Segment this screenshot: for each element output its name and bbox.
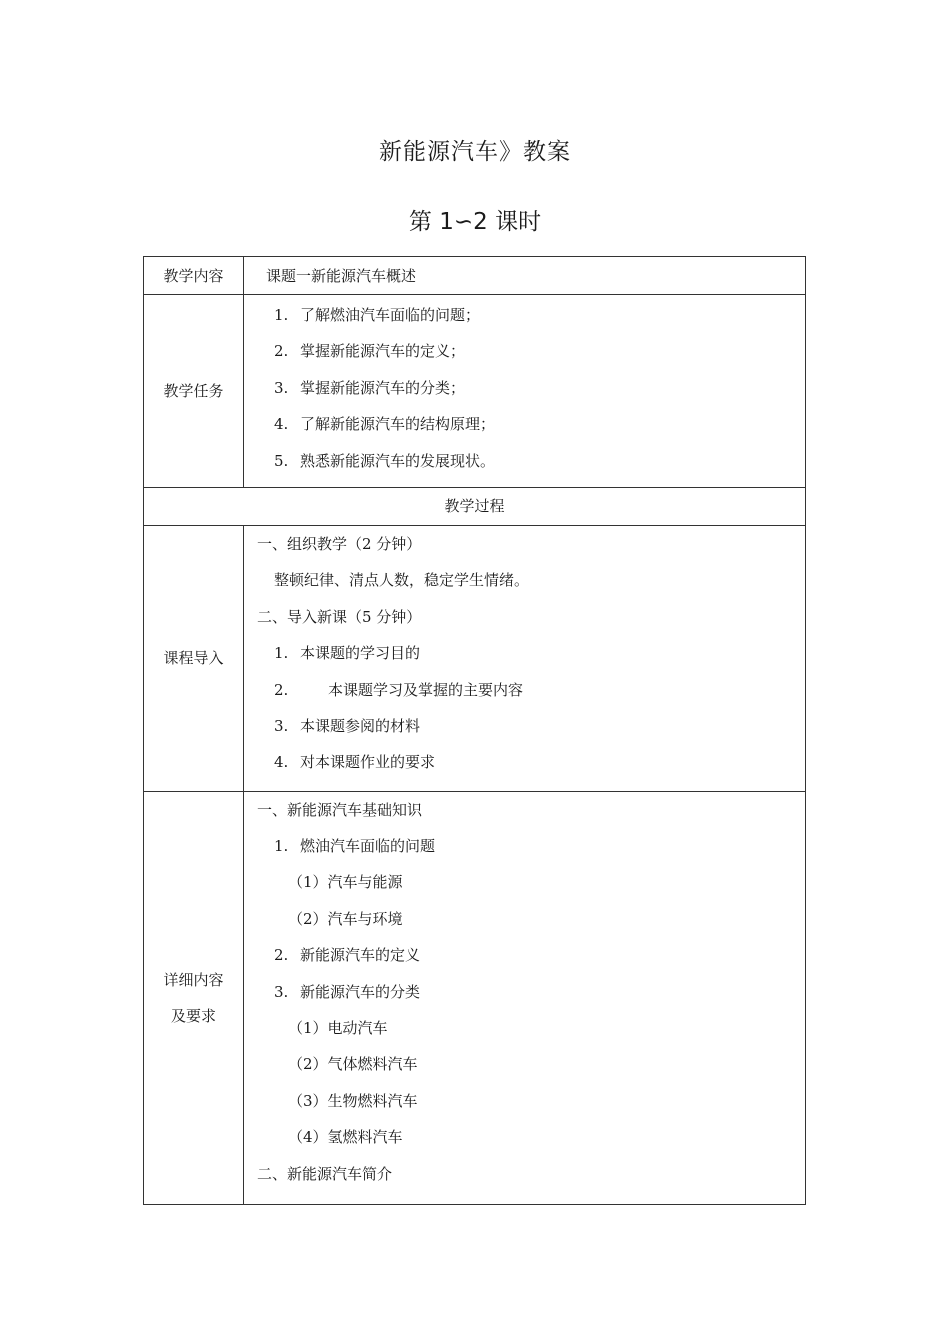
detail-section: 二、新能源汽车简介 <box>257 1164 393 1183</box>
topic-value: 课题一新能源汽车概述 <box>244 257 806 295</box>
detail-subitem: （1）电动汽车 <box>288 1019 388 1038</box>
detail-subitem: （2）汽车与环境 <box>288 909 403 928</box>
process-header: 教学过程 <box>144 487 806 525</box>
task-item: 4. 了解新能源汽车的结构原理； <box>274 415 496 434</box>
detail-subitem: （2）气体燃料汽车 <box>288 1055 418 1074</box>
topic-label: 教学内容 <box>144 257 244 295</box>
task-item: 2. 掌握新能源汽车的定义； <box>274 342 466 361</box>
detail-label-line: 及要求 <box>170 1006 216 1025</box>
intro-text: 整顿纪律、清点人数，稳定学生情绪。 <box>274 571 530 590</box>
intro-item: 4. 对本课题作业的要求 <box>274 753 436 772</box>
detail-item: 1. 燃油汽车面临的问题 <box>274 837 436 856</box>
task-item: 3. 掌握新能源汽车的分类； <box>274 378 466 397</box>
detail-content <box>244 791 806 1204</box>
detail-item: 3. 新能源汽车的分类 <box>274 982 421 1001</box>
detail-subitem: （4）氢燃料汽车 <box>288 1128 403 1147</box>
lesson-plan-table <box>143 256 806 1205</box>
detail-section: 一、新能源汽车基础知识 <box>257 800 423 819</box>
intro-label: 课程导入 <box>144 525 244 791</box>
intro-row <box>144 525 806 791</box>
detail-label-line: 详细内容 <box>163 970 224 989</box>
detail-label <box>144 791 244 1204</box>
intro-item: 3. 本课题参阅的材料 <box>274 716 421 735</box>
task-item: 5. 熟悉新能源汽车的发展现状。 <box>274 451 496 470</box>
detail-item: 2. 新能源汽车的定义 <box>274 946 421 965</box>
tasks-list <box>244 295 806 488</box>
intro-section: 一、组织教学（2 分钟） <box>257 534 422 553</box>
topic-row <box>144 257 806 295</box>
intro-section: 二、导入新课（5 分钟） <box>257 607 422 626</box>
intro-content <box>244 525 806 791</box>
task-item: 1. 了解燃油汽车面临的问题； <box>274 306 481 324</box>
detail-subitem: （3）生物燃料汽车 <box>288 1091 418 1110</box>
detail-row <box>144 791 806 1204</box>
tasks-row <box>144 295 806 488</box>
document-title: 新能源汽车》教案 <box>379 139 571 165</box>
process-header-row <box>144 487 806 525</box>
document-subtitle: 第 1∽2 课时 <box>408 209 542 235</box>
detail-subitem: （1）汽车与能源 <box>288 873 403 892</box>
intro-item: 1. 本课题的学习目的 <box>274 644 421 663</box>
tasks-label: 教学任务 <box>144 295 244 488</box>
intro-item: 2. 本课题学习及掌握的主要内容 <box>274 680 524 699</box>
